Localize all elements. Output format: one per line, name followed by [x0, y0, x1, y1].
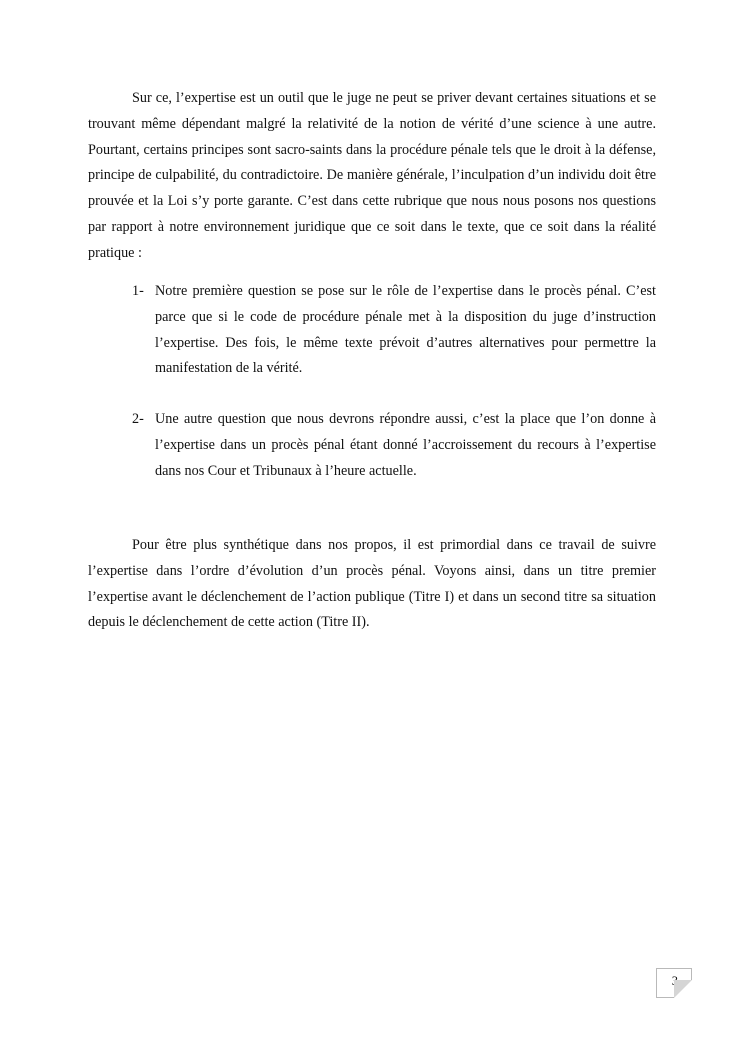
question-item — [88, 279, 656, 382]
synthesis-paragraph — [88, 533, 656, 636]
question-list-item-1 — [88, 279, 656, 382]
question-text: Une autre question que nous devrons répondre aussi, c’est la place que l’on donne à l’expertise dans un procès pénal étant donné l’accroissement du recours à l’expertise dans nos Cour et Tribunaux à l’heure actuelle. — [155, 411, 656, 479]
question-item — [88, 407, 656, 484]
question-number: 2- — [132, 411, 144, 427]
page-number-box — [656, 968, 692, 998]
synthesis-paragraph-text: Pour être plus synthétique dans nos propos, il est primordial dans ce travail de suivre l’expertise dans l’ordre d’évolution d’un procès pénal. Voyons ainsi, dans un titre premier l’expertise avant le déclenchement de l’action publique (Titre I) et dans un second titre sa situation depuis le déclenchement de cette action (Titre II). — [88, 537, 656, 631]
question-number: 1- — [132, 283, 144, 299]
page-number: 3 — [671, 974, 678, 988]
question-text: Notre première question se pose sur le rôle de l’expertise dans le procès pénal. C’est parce que si le code de procédure pénale met à la disposition du juge d’instruction l’expertise. Des fois, le même texte prévoit d’autres alternatives pour permettre la manifestation de la vérité. — [155, 283, 656, 377]
question-list-item-2 — [88, 407, 656, 484]
introductory-paragraph-text: Sur ce, l’expertise est un outil que le juge ne peut se priver devant certaines situations et se trouvant même dépendant malgré la relativité de la notion de vérité d’une science à une autre. Pourtant, certains principes sont sacro-saints dans la procédure pénale tels que le droit à la défense, principe de culpabilité, du contradictoire. De manière générale, l’inculpation d’un individu doit être prouvée et la Loi s’y porte garante. C’est dans cette rubrique que nous nous posons nos questions par rapport à notre environnement juridique que ce soit dans le texte, que ce soit dans la réalité pratique : — [88, 90, 656, 261]
page-curl-icon — [674, 980, 692, 998]
introductory-paragraph — [88, 86, 656, 267]
